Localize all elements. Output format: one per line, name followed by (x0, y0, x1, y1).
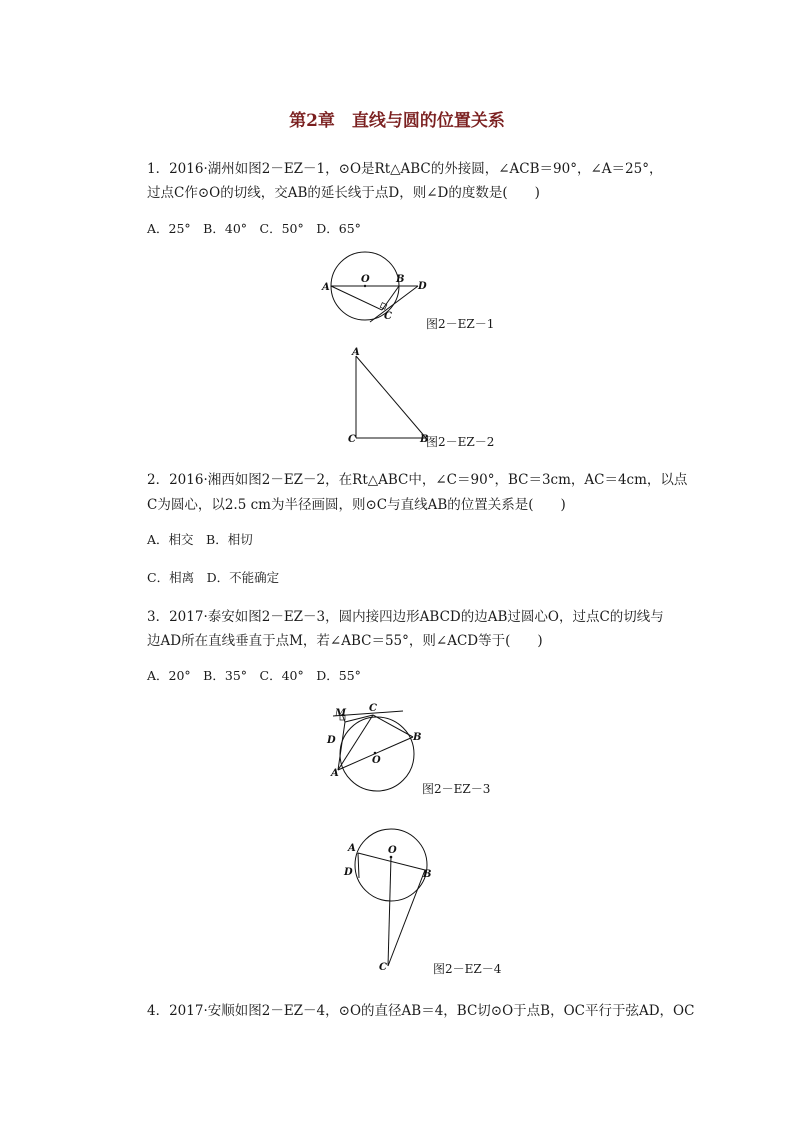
fig3-label-c: C (369, 703, 377, 714)
fig1-label-a: A (322, 282, 330, 293)
fig1-label-c: C (384, 311, 392, 322)
question-2-line-2: C为圆心，以2.5 cm为半径画圆，则⊙C与直线AB的位置关系是( ) (147, 497, 566, 513)
fig4-label-d: D (344, 867, 353, 878)
figure-3 (325, 700, 435, 800)
fig4-label-a: A (348, 843, 356, 854)
fig1-label-b: B (396, 274, 405, 285)
figure-1-caption: 图2－EZ－1 (426, 317, 495, 331)
figure-2 (346, 346, 436, 446)
question-2-options-1: A．相交 B．相切 (147, 532, 253, 547)
question-4-line-1: 4．2017·安顺如图2－EZ－4，⊙O的直径AB＝4，BC切⊙O于点B，OC平行于弦AD，OC (147, 1003, 695, 1019)
page-title: 第2章 直线与圆的位置关系 (289, 111, 505, 131)
question-1-options: A．25° B．40° C．50° D．65° (147, 221, 361, 236)
question-3-line-2: 边AD所在直线垂直于点M，若∠ABC＝55°，则∠ACD等于( ) (147, 633, 543, 649)
fig2-label-c: C (348, 434, 356, 445)
fig2-label-b: B (420, 434, 429, 445)
question-3-options: A．20° B．35° C．40° D．55° (147, 668, 361, 683)
fig3-label-a: A (331, 768, 339, 779)
question-2-options-2: C．相离 D．不能确定 (147, 570, 280, 585)
fig3-label-b: B (413, 732, 422, 743)
question-1-line-1: 1．2016·湖州如图2－EZ－1，⊙O是Rt△ABC的外接圆，∠ACB＝90°，∠A＝25°， (147, 161, 663, 177)
fig3-label-d: D (327, 735, 336, 746)
figure-3-caption: 图2－EZ－3 (422, 782, 491, 796)
fig1-label-o: O (361, 274, 370, 285)
question-1-line-2: 过点C作⊙O的切线，交AB的延长线于点D，则∠D的度数是( ) (147, 185, 540, 201)
figure-4 (340, 820, 440, 980)
fig4-label-b: B (423, 869, 432, 880)
figure-4-caption: 图2－EZ－4 (433, 962, 502, 976)
fig2-label-a: A (352, 347, 360, 358)
fig4-label-o: O (388, 845, 397, 856)
fig1-label-d: D (418, 281, 427, 292)
question-3-line-1: 3．2017·泰安如图2－EZ－3，圆内接四边形ABCD的边AB过圆心O，过点C的切线与 (147, 609, 664, 625)
fig3-label-m: M (335, 708, 347, 719)
question-2-line-1: 2．2016·湘西如图2－EZ－2，在Rt△ABC中，∠C＝90°，BC＝3cm，AC＝4cm，以点 (147, 472, 688, 488)
fig4-label-c: C (379, 962, 387, 973)
fig3-label-o: O (372, 755, 381, 766)
figure-1 (320, 248, 440, 328)
figure-2-caption: 图2－EZ－2 (426, 435, 495, 449)
